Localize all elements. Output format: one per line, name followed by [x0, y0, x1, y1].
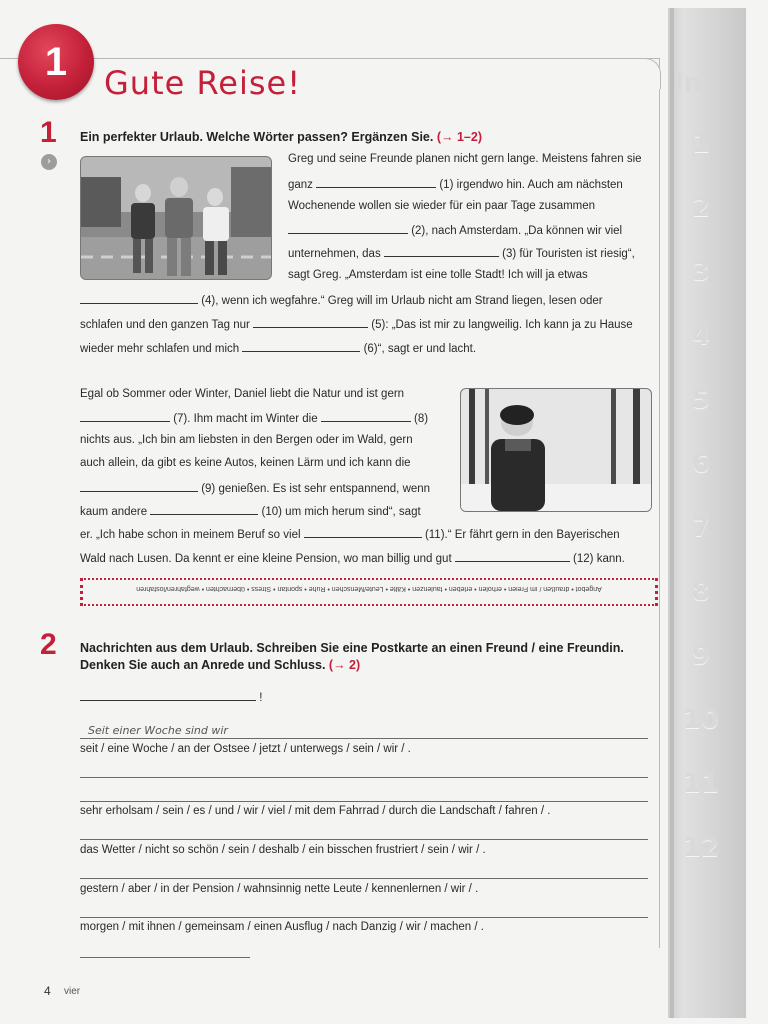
exercise-2-instruction-text: Denken Sie auch an Anrede und Schluss. [80, 658, 326, 672]
side-tab-1[interactable]: 1 [691, 129, 711, 159]
photo-daniel-winter-graphic [461, 389, 651, 511]
text-line [80, 341, 476, 355]
gap-field-7[interactable] [80, 411, 170, 422]
side-tab-3[interactable]: 3 [691, 257, 711, 287]
text-line [288, 246, 635, 260]
text-line [80, 293, 603, 307]
text-line [80, 411, 428, 425]
text-segment: (6)“, sagt er und lacht. [363, 343, 477, 355]
chapter-tab-strip [668, 8, 746, 1018]
gap-field-8[interactable] [321, 411, 411, 422]
text-line: Wochenende wollen sie wieder für ein paar Tage zusammen [288, 200, 596, 212]
text-line [288, 223, 622, 237]
gap-field-12[interactable] [455, 551, 570, 562]
content-frame-corner [630, 58, 661, 89]
text-segment: schlafen und den ganzen Tag nur [80, 319, 250, 331]
text-segment: unternehmen, das [288, 248, 381, 260]
text-line: Egal ob Sommer oder Winter, Daniel liebt die Natur und ist gern [80, 388, 405, 400]
word-box-words: Angebot • draußen / im Freien • erholen • erleben • faulenzen • Kälte • Leute/Menschen • Ruhe • spontan • Stress • übernachten • wegfahren/losfahren [136, 585, 602, 592]
text-segment: (5): „Das ist mir zu langweilig. Ich kann ja zu Hause [371, 319, 633, 331]
page-number-word: vier [64, 986, 81, 997]
text-segment: (1) irgendwo hin. Auch am nächsten [439, 179, 623, 191]
greeting-field[interactable] [80, 690, 256, 701]
side-tab-7[interactable]: 7 [691, 513, 711, 543]
exercise-2-instruction [80, 640, 624, 674]
text-segment: (12) kann. [573, 553, 625, 565]
photo-daniel-winter [460, 388, 652, 512]
gap-field-3[interactable] [384, 246, 499, 257]
text-line [80, 317, 633, 331]
page-number: 4 [44, 984, 51, 998]
text-segment: ganz [288, 179, 313, 191]
side-tab-8[interactable]: 8 [691, 577, 711, 607]
text-segment: (4), wenn ich wegfahre.“ Greg will im Urlaub nicht am Strand liegen, lesen oder [201, 295, 603, 307]
answer-line[interactable] [80, 878, 648, 879]
gap-field-10[interactable] [150, 504, 258, 515]
text-segment: (8) [414, 413, 429, 425]
exercise-2-instruction-line-2 [80, 657, 624, 674]
text-segment: (11).“ Er fährt gern in den Bayerischen [424, 529, 620, 541]
answer-line[interactable] [80, 777, 648, 778]
chapter-title: Gute Reise! [104, 64, 302, 102]
text-line: sagt Greg. „Amsterdam ist eine tolle Stadt! Ich will ja etwas [288, 269, 588, 281]
answer-line[interactable] [80, 839, 648, 840]
answer-line[interactable] [80, 917, 648, 918]
greeting-suffix: ! [259, 692, 263, 704]
text-segment: (7). Ihm macht im Winter die [173, 413, 318, 425]
gap-field-11[interactable] [304, 527, 422, 538]
text-segment: (3) für Touristen ist riesig“, [502, 248, 635, 260]
gap-field-2[interactable] [288, 223, 408, 234]
prompt-2: sehr erholsam / sein / es / und / wir / viel / mit dem Fahrrad / durch die Landschaft / fahren / . [80, 805, 551, 817]
prompt-4: gestern / aber / in der Pension / wahnsinnig nette Leute / kennenlernen / wir / . [80, 883, 479, 895]
text-line [80, 504, 421, 518]
photo-greg-friends [80, 156, 272, 280]
text-line: nichts aus. „Ich bin am liebsten in den Bergen oder im Wald, gern [80, 434, 413, 446]
content-frame-edge [659, 58, 660, 948]
prompt-3: das Wetter / nicht so schön / sein / deshalb / ein bisschen frustriert / sein / wir / . [80, 844, 486, 856]
gap-field-9[interactable] [80, 481, 198, 492]
text-line [288, 177, 623, 191]
text-segment: (9) genießen. Es ist sehr entspannend, wenn [201, 483, 431, 495]
side-tab-12[interactable]: 12 [682, 833, 720, 863]
text-line: auch allein, da gibt es keine Autos, keinen Lärm und ich kann die [80, 457, 411, 469]
exercise-2-number: 2 [40, 628, 57, 661]
arrow-right-icon[interactable]: › [41, 154, 57, 170]
text-line [80, 481, 430, 495]
exercise-1-number: 1 [40, 116, 57, 149]
side-tab-10[interactable]: 10 [682, 705, 720, 735]
text-line [80, 551, 625, 565]
side-tab-2[interactable]: 2 [691, 193, 711, 223]
exercise-1-instruction-text: Ein perfekter Urlaub. Welche Wörter passen? Ergänzen Sie. [80, 130, 434, 144]
exercise-2-reference: (→ 2) [328, 658, 361, 672]
exercise-1-instruction [80, 129, 482, 146]
text-segment: wieder mehr schlafen und mich [80, 343, 240, 355]
text-line: Greg und seine Freunde planen nicht gern lange. Meistens fahren sie [288, 153, 642, 165]
side-tab-9[interactable]: 9 [691, 641, 711, 671]
chapter-number-badge: 1 [18, 24, 94, 100]
side-label: In [674, 68, 703, 98]
example-answer: Seit einer Woche sind wir [88, 724, 228, 737]
answer-line-example [80, 738, 648, 739]
gap-field-5[interactable] [253, 317, 368, 328]
exercise-1-reference: (→ 1–2) [436, 130, 482, 144]
text-segment: Wald nach Lusen. Da kennt er eine kleine Pension, wo man billig und gut [80, 553, 452, 565]
side-tab-11[interactable]: 11 [682, 769, 720, 799]
side-tab-5[interactable]: 5 [691, 385, 711, 415]
gap-field-6[interactable] [242, 341, 360, 352]
header-rule [0, 58, 660, 59]
prompt-1: seit / eine Woche / an der Ostsee / jetzt / unterwegs / sein / wir / . [80, 743, 411, 755]
greeting-line [80, 690, 262, 704]
side-tab-6[interactable]: 6 [691, 449, 711, 479]
closing-line[interactable] [80, 957, 250, 958]
text-line [80, 527, 620, 541]
strip-fold [670, 8, 674, 1018]
side-tab-4[interactable]: 4 [691, 321, 711, 351]
photo-greg-friends-graphic [81, 157, 271, 279]
prompt-5: morgen / mit ihnen / gemeinsam / einen Ausflug / nach Danzig / wir / machen / . [80, 921, 484, 933]
answer-line[interactable] [80, 801, 648, 802]
gap-field-4[interactable] [80, 293, 198, 304]
text-segment: er. „Ich habe schon in meinem Beruf so viel [80, 529, 301, 541]
text-segment: kaum andere [80, 506, 148, 518]
word-box [80, 578, 658, 606]
exercise-2-instruction-line-1: Nachrichten aus dem Urlaub. Schreiben Sie eine Postkarte an einen Freund / eine Freundin. [80, 641, 624, 655]
text-segment: (10) um mich herum sind“, sagt [261, 506, 421, 518]
gap-field-1[interactable] [316, 177, 436, 188]
text-segment: (2), nach Amsterdam. „Da können wir viel [411, 225, 623, 237]
